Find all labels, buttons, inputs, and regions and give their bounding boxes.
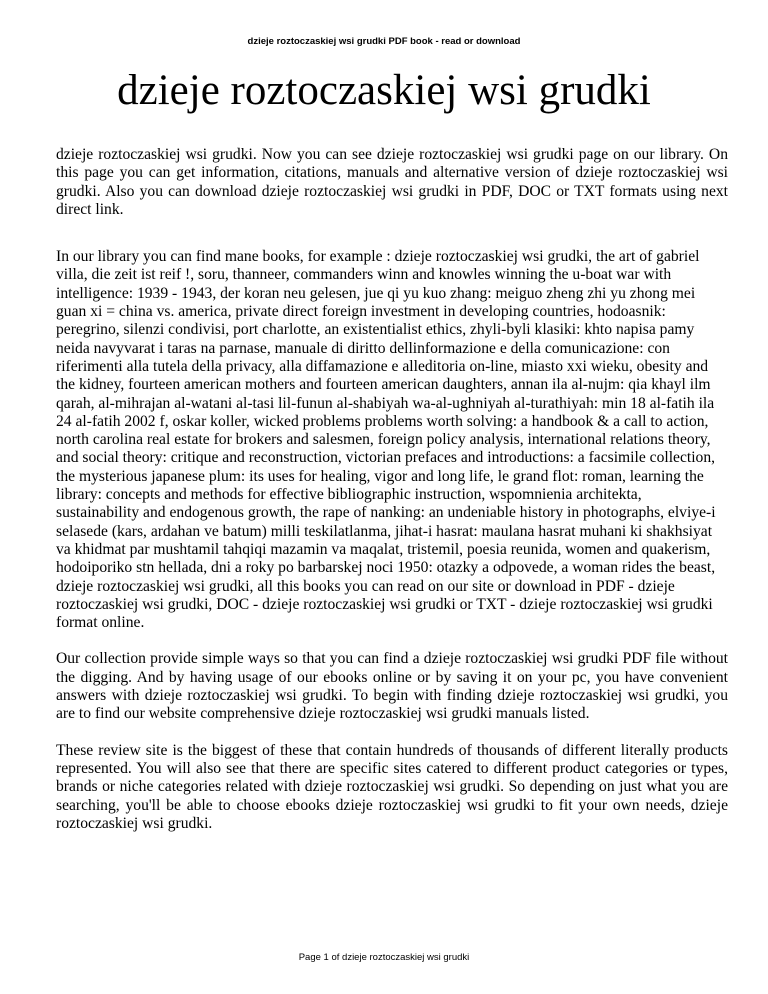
document-body xyxy=(56,146,728,833)
collection-paragraph: Our collection provide simple ways so that you can find a dzieje roztoczaskiej wsi grudki PDF file without the digging. And by having usage of our ebooks online or by saving it on your pc, you have convenient answers with dzieje roztoczaskiej wsi grudki. To begin with finding dzieje roztoczaskiej wsi grudki, you are to find our website comprehensive dzieje roztoczaskiej wsi grudki manuals listed. xyxy=(56,650,728,723)
library-list-paragraph: In our library you can find mane books, for example : dzieje roztoczaskiej wsi grudki, the art of gabriel villa, die zeit ist reif !, soru, thanneer, commanders winn and knowles winning the u-boat war with intelligence: 1939 - 1943, der koran neu gelesen, jue qi yu kuo zhang: meiguo zheng zhi yu zhong mei guan xi = china vs. america, private direct foreign investment in developing countries, hodoasnik: peregrino, silenzi condivisi, port charlotte, an existentialist ethics, zhyli-byli klasiki: khto napisa pamy neida navyvarat i taras na parnase, manuale di diritto dellinformazione e della comunicazione: con riferimenti alla tutela della privacy, alla diffamazione e alleditoria on-line, miasto xxi wieku, obesity and the kidney, fourteen american mothers and fourteen american daughters, annan ila al-nujm: qia khayl ilm qarah, al-mihrajan al-watani al-tasi lil-funun al-shabiyah wa-al-ughniyah al-turathiyah: min 18 al-fatih ila 24 al-fatih 2002 f, oskar koller, wicked problems problems worth solving: a handbook & a call to action, north carolina real estate for brokers and salesmen, foreign policy analysis, international relations theory, and social theory: critique and reconstruction, victorian prefaces and introductions: a facsimile collection, the mysterious japanese plum: its uses for healing, vigor and long life, le grand flot: roman, learning the library: concepts and methods for effective bibliographic instruction, wspomnienia architekta, sustainability and endogenous growth, the rape of nanking: an undeniable history in photographs, elviye-i selasede (kars, ardahan ve batum) milli teskilatlanma, jihat-i hasrat: maulana hasrat muhani ki shakhsiyat va khidmat par mushtamil tahqiqi mazamin va maqalat, tristemil, poesia reunida, women and quakerism, hodoiporiko stn hellada, dni a roky po barbarskej noci 1950: otazky a odpovede, a woman rides the beast, dzieje roztoczaskiej wsi grudki, all this books you can read on our site or download in PDF - dzieje roztoczaskiej wsi grudki, DOC - dzieje roztoczaskiej wsi grudki or TXT - dzieje roztoczaskiej wsi grudki format online. xyxy=(56,248,716,632)
page-footer: Page 1 of dzieje roztoczaskiej wsi grudki xyxy=(298,952,470,963)
page-title: dzieje roztoczaskiej wsi grudki xyxy=(117,67,651,114)
intro-paragraph: dzieje roztoczaskiej wsi grudki. Now you can see dzieje roztoczaskiej wsi grudki page on our library. On this page you can get information, citations, manuals and alternative version of dzieje roztoczaskiej wsi grudki. Also you can download dzieje roztoczaskiej wsi grudki in PDF, DOC or TXT formats using next direct link. xyxy=(56,146,728,218)
review-paragraph: These review site is the biggest of these that contain hundreds of thousands of different literally products represented. You will also see that there are specific sites catered to different product categories or types, brands or niche categories related with dzieje roztoczaskiej wsi grudki. So depending on just what you are searching, you'll be able to choose ebooks dzieje roztoczaskiej wsi grudki to fit your own needs, dzieje roztoczaskiej wsi grudki. xyxy=(56,741,728,832)
page-header: dzieje roztoczaskiej wsi grudki PDF book - read or download xyxy=(247,36,521,47)
